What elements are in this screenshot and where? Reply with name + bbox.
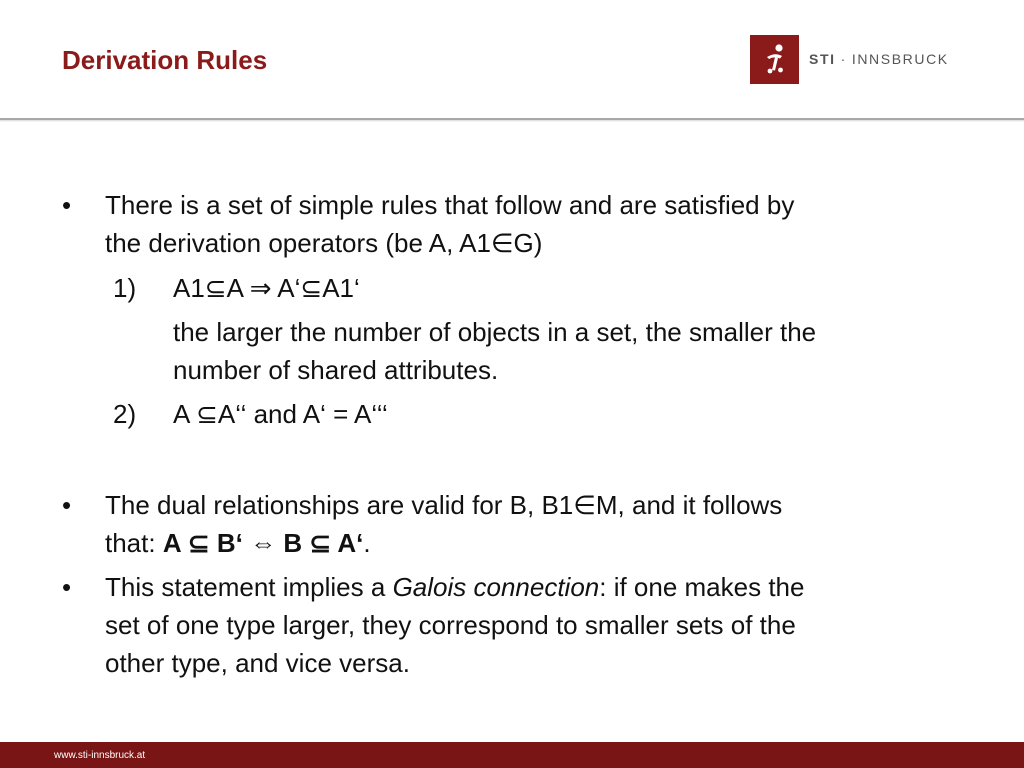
- sti-logo: [750, 34, 949, 84]
- header-divider-shadow: [0, 120, 1024, 122]
- bullet3-line1: [105, 568, 965, 606]
- logo-brand-left: STI: [809, 51, 836, 67]
- logo-brand-right: INNSBRUCK: [851, 51, 949, 67]
- bullet3-line2: set of one type larger, they correspond to smaller sets of the: [105, 610, 796, 640]
- footer-url: www.sti-innsbruck.at: [54, 750, 146, 761]
- bullet2-prefix: that:: [105, 528, 163, 558]
- rule1-number: 1): [113, 273, 137, 303]
- rule1-description-line2: number of shared attributes.: [173, 355, 499, 385]
- bullet2-line1: The dual relationships are valid for B, B1∈M, and it follows: [105, 490, 783, 520]
- bullet3-line3: other type, and vice versa.: [105, 648, 410, 678]
- galois-connection-term: Galois connection: [392, 572, 600, 602]
- rule2-formula: A ⊆A‘‘ and A‘ = A‘‘‘: [173, 399, 388, 429]
- bullet-marker: •: [62, 190, 72, 220]
- footer-bar: [0, 742, 1024, 768]
- bullet2-suffix: .: [363, 528, 371, 558]
- rule2-number: 2): [113, 399, 137, 429]
- bullet1-line1: There is a set of simple rules that follow and are satisfied by: [105, 190, 795, 220]
- galois-formula: A ⊆ B‘ ⇔ B ⊆ A‘: [162, 528, 364, 558]
- bullet2-line2: [105, 524, 965, 562]
- rule1-formula: A1⊆A ⇒ A‘⊆A1‘: [173, 273, 360, 303]
- logo-separator: ·: [840, 51, 847, 67]
- bullet-marker: •: [62, 490, 72, 520]
- sti-logo-mark-icon: [750, 35, 799, 84]
- bullet-marker: •: [62, 572, 72, 602]
- rule1-description-line1: the larger the number of objects in a set, the smaller the: [173, 317, 817, 347]
- bullet1-line2: the derivation operators (be A, A1∈G): [105, 228, 543, 258]
- sti-logo-text: [809, 51, 949, 67]
- bullet3-suffix: : if one makes the: [599, 572, 805, 602]
- bullet3-prefix: This statement implies a: [105, 572, 393, 602]
- slide-title: Derivation Rules: [62, 45, 268, 75]
